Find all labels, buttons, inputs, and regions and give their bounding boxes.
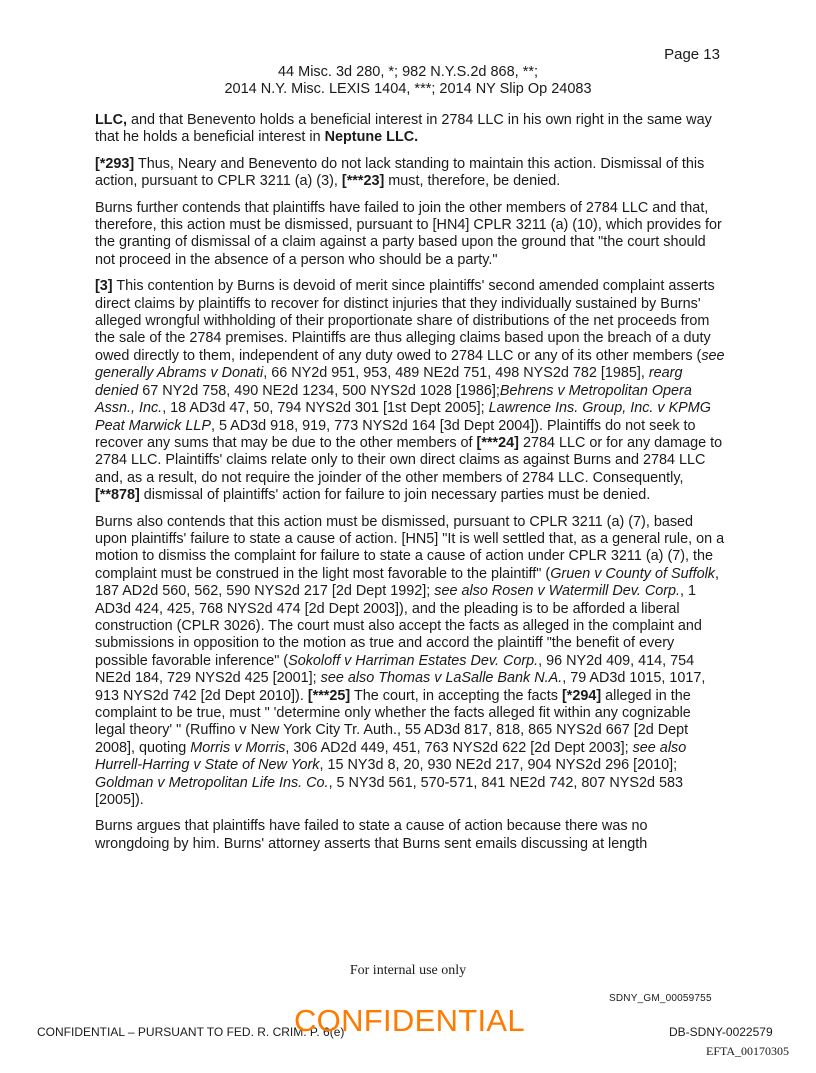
body-paragraph [95,112,725,147]
text-run: , 15 NY3d 8, 20, 930 NE2d 217, 904 NYS2d 296 [2010]; [319,757,678,774]
bates-number-sdny: SDNY_GM_00059755 [609,993,712,1004]
citation-line-2: 2014 N.Y. Misc. LEXIS 1404, ***; 2014 NY Slip Op 24083 [224,81,592,97]
text-run: , 18 AD3d 47, 50, 794 NYS2d 301 [1st Dept 2005]; [162,400,489,417]
body-paragraph [95,156,725,191]
internal-use-note: For internal use only [349,963,467,978]
text-run: alleged in the complaint to be true, must " 'determine only whether the facts alleged fit within any cognizable legal theory' " (Ruffino v New York City Tr. Auth., 55 AD3d 817, 818, 865 NYS2d 667 [2d Dept 2008], quoting [95,687,691,756]
text-run: , 187 AD2d 560, 562, 590 NYS2d 217 [2d Dept 1992]; [95,565,719,600]
text-run: , 96 NY2d 409, 414, 754 NE2d 184, 729 NYS2d 425 [2001]; [95,652,695,687]
efta-identifier: EFTA_00170305 [706,1044,790,1058]
text-run: dismissal of plaintiffs' action for failure to join necessary parties must be denied. [139,487,651,504]
italic-text-run: see also Thomas v LaSalle Bank N.A. [320,670,563,687]
opinion-body-text [95,112,725,862]
text-run: Thus, Neary and Benevento do not lack standing to maintain this action. Dismissal of this action, pursuant to CPLR 3211 (a) (3), [95,155,705,190]
text-run: Burns also contends that this action must be dismissed, pursuant to CPLR 3211 (a) (7), based upon plaintiffs' failure to state a cause of action. [HN5] "It is well settled that, as a general rule, on a motion to dismiss the complaint for failure to state a cause of action under CPLR 3211 (a) (7), the complaint must be construed in the light most favorable to the plaintiff" ( [95,513,725,582]
text-run: 2784 LLC or for any damage to 2784 LLC. Plaintiffs' claims relate only to their own direct claims as against Burns and 2784 LLC and, as a result, do not require the joinder of the other members of 2784 LLC. Consequently, [95,434,723,486]
bold-text-run: [*294] [561,687,602,704]
bates-number-db: DB-SDNY-0022579 [669,1025,773,1039]
bold-text-run: [**878] [95,487,140,504]
page-number: Page 13 [664,46,720,63]
text-run: Burns further contends that plaintiffs have failed to join the other members of 2784 LLC and that, therefore, this action must be dismissed, pursuant to [HN4] CPLR 3211 (a) (10), which provides for the granting of dismissal of a claim against a party based upon the ground that "the court should not proceed in the absence of a person who should be a party." [95,199,722,268]
bold-text-run: [***24] [476,434,519,451]
confidential-stamp: CONFIDENTIAL [294,1003,525,1038]
citation-line-1: 44 Misc. 3d 280, *; 982 N.Y.S.2d 868, **; [277,64,539,80]
italic-text-run: Behrens v Metropolitan Opera Assn., Inc. [95,382,692,417]
body-paragraph [95,200,725,270]
text-run: The court, in accepting the facts [350,687,562,704]
italic-text-run: Goldman v Metropolitan Life Ins. Co. [95,774,329,791]
bold-text-run: [*293] [95,155,135,172]
text-run: , 5 AD3d 918, 919, 773 NYS2d 164 [3d Dept 2004]). Plaintiffs do not seek to recover any sums that may be due to the other members of [95,417,696,451]
confidential-notice: CONFIDENTIAL – PURSUANT TO FED. R. CRIM. P. 6(e) [37,1025,345,1039]
italic-text-run: see generally Abrams v Donati [95,347,725,382]
body-paragraph [95,278,725,504]
text-run: , 5 NY3d 561, 570-571, 841 NE2d 742, 807 NYS2d 583 [2005]). [95,774,683,809]
text-run: This contention by Burns is devoid of merit since plaintiffs' second amended complaint asserts direct claims by plaintiffs to recover for distinct injuries that they individually sustained by Burns' alleged wrongful withholding of their proportionate share of distributions of the net proceeds from the sale of the 2784 premises. Plaintiffs are thus alleging claims based upon the breach of a duty owed directly to them, independent of any duty owed to 2784 LLC or any of its other members ( [95,278,715,364]
bold-text-run: [3] [95,278,113,295]
italic-text-run: Morris v Morris [190,739,286,756]
italic-text-run: Gruen v County of Suffolk [550,565,715,582]
body-paragraph [95,514,725,810]
bold-text-run: Neptune LLC. [324,129,419,146]
text-run: Burns argues that plaintiffs have failed to state a cause of action because there was no wrongdoing by him. Burns' attorney asserts that Burns sent emails discussing at length [95,818,648,852]
bold-text-run: [***23] [341,173,385,190]
bold-text-run: LLC, [95,112,127,128]
italic-text-run: see also Rosen v Watermill Dev. Corp. [434,583,681,600]
italic-text-run: rearg denied [95,365,683,399]
citation-header [0,64,816,98]
text-run: , 306 AD2d 449, 451, 763 NYS2d 622 [2d Dept 2003]; [285,739,633,756]
body-paragraph [95,818,725,853]
text-run: , 66 NY2d 951, 953, 489 NE2d 751, 498 NYS2d 782 [1985], [263,365,649,382]
bold-text-run: [***25] [307,687,351,704]
text-run: , 79 AD3d 1015, 1017, 913 NYS2d 742 [2d Dept 2010]). [95,670,706,704]
italic-text-run: Sokoloff v Harriman Estates Dev. Corp. [288,652,539,669]
italic-text-run: see also Hurrell-Harring v State of New York [95,739,687,774]
text-run: and that Benevento holds a beneficial interest in 2784 LLC in his own right in the same way that he holds a beneficial interest in [95,112,712,146]
italic-text-run: Lawrence Ins. Group, Inc. v KPMG Peat Marwick LLP [95,400,711,434]
text-run: must, therefore, be denied. [384,173,561,190]
text-run: 67 NY2d 758, 490 NE2d 1234, 500 NYS2d 1028 [1986]; [138,382,500,399]
text-run: , 1 AD3d 424, 425, 768 NYS2d 474 [2d Dept 2003]), and the pleading is to be afforded a liberal construction (CPLR 3026). The court must also accept the facts as alleged in the complaint and submissions in opposition to the motion as true and accord the plaintiff "the benefit of every possible favorable inference" ( [95,583,702,669]
